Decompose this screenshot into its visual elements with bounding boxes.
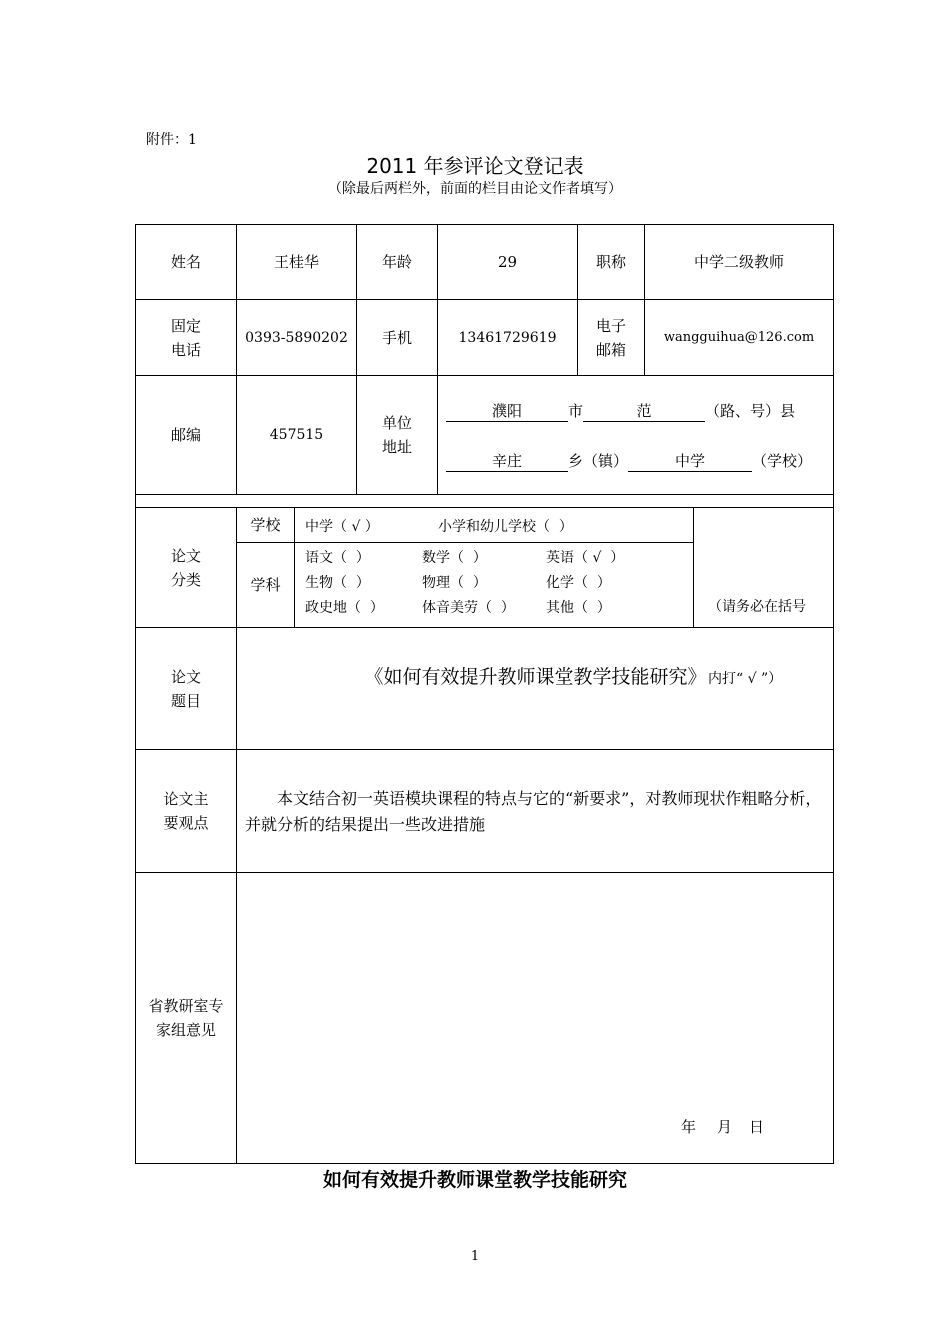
subject-label: 学科 <box>250 576 281 594</box>
name-label: 姓名 <box>170 253 201 271</box>
address-county-suffix: （路、号）县 <box>705 402 796 420</box>
landline-label-line2: 电话 <box>170 340 201 359</box>
table-divider <box>693 507 694 627</box>
table-divider <box>135 494 834 495</box>
table-divider <box>135 749 834 750</box>
opinion-label-line2: 家组意见 <box>155 1021 216 1039</box>
subject-option-arts-pe[interactable]: 体音美劳（ ） <box>422 600 515 616</box>
attachment-label: 附件：1 <box>146 132 197 148</box>
address-county: 范 <box>583 400 705 422</box>
unit-address-label-line1: 单位 <box>381 414 412 432</box>
topic-label-line2: 题目 <box>170 691 201 710</box>
subject-option-politics-history-geo[interactable]: 政史地（ ） <box>305 600 384 616</box>
job-title-label: 职称 <box>595 253 626 271</box>
subject-option-other[interactable]: 其他（ ） <box>546 600 611 616</box>
topic-label <box>136 628 236 749</box>
email-label-line2: 邮箱 <box>595 340 626 359</box>
address-school-suffix: （学校） <box>752 452 813 470</box>
table-border-right <box>833 224 834 1164</box>
address-line-2 <box>446 450 812 472</box>
address-city-suffix: 市 <box>568 402 584 420</box>
checkmark-note-line1: （请务必在括号 <box>708 599 806 615</box>
date-day: 日 <box>749 1118 765 1136</box>
opinion-label-line1: 省教研室专 <box>148 997 224 1015</box>
checkmark-note-line2: 内打“ √ ”） <box>708 671 783 687</box>
landline-label <box>136 300 236 375</box>
page-number: 1 <box>470 1249 480 1264</box>
school-option-primary[interactable]: 小学和幼儿学校（ ） <box>438 519 573 535</box>
checkmark-note <box>708 547 806 715</box>
document-heading: 如何有效提升教师课堂教学技能研究 <box>322 1169 627 1191</box>
school-type-label: 学校 <box>250 516 281 534</box>
subject-option-chemistry[interactable]: 化学（ ） <box>546 575 611 591</box>
category-label-line1: 论文 <box>170 546 201 565</box>
school-option-middle[interactable]: 中学（ √ ） <box>305 519 379 535</box>
opinion-label <box>136 873 236 1163</box>
table-border-bottom <box>135 1163 834 1164</box>
unit-address-label-line2: 地址 <box>381 438 412 456</box>
table-divider <box>135 872 834 873</box>
date-year: 年 <box>681 1118 697 1136</box>
zip-value: 457515 <box>269 427 324 443</box>
age-label: 年龄 <box>381 253 412 271</box>
subject-option-physics[interactable]: 物理（ ） <box>422 575 487 591</box>
subject-option-biology[interactable]: 生物（ ） <box>305 575 370 591</box>
mobile-value: 13461729619 <box>458 329 557 346</box>
viewpoint-label-line2: 要观点 <box>163 814 209 832</box>
zip-label: 邮编 <box>170 426 201 444</box>
unit-address-label <box>357 376 437 494</box>
email-label <box>578 300 644 375</box>
address-city: 濮阳 <box>446 400 568 422</box>
address-town: 辛庄 <box>446 450 568 472</box>
subject-option-math[interactable]: 数学（ ） <box>422 550 487 566</box>
form-title: 2011 年参评论文登记表 <box>366 154 584 178</box>
topic-label-line1: 论文 <box>170 667 201 686</box>
mobile-label: 手机 <box>381 328 412 347</box>
address-line-1 <box>446 400 795 422</box>
subject-option-english[interactable]: 英语（ √ ） <box>546 550 625 566</box>
age-value: 29 <box>497 253 518 271</box>
subject-option-chinese[interactable]: 语文（ ） <box>305 550 370 566</box>
address-school: 中学 <box>628 450 752 472</box>
email-label-line1: 电子 <box>595 316 626 335</box>
form-subtitle: （除最后两栏外，前面的栏目由论文作者填写） <box>328 181 622 197</box>
viewpoint-value: 本文结合初一英语模块课程的特点与它的“新要求”，对教师现状作粗略分析，并就分析的结果提出一些改进措施 <box>245 789 822 834</box>
address-town-suffix: 乡（镇） <box>568 452 629 470</box>
category-label-line2: 分类 <box>170 570 201 589</box>
landline-value: 0393-5890202 <box>245 329 348 346</box>
category-label <box>136 508 236 627</box>
date-month: 月 <box>717 1118 733 1136</box>
topic-value: 《如何有效提升教师课堂教学技能研究》 <box>364 666 707 688</box>
viewpoint-label-line1: 论文主 <box>163 790 209 808</box>
table-divider <box>294 507 295 627</box>
landline-label-line1: 固定 <box>170 316 201 335</box>
email-value: wangguihua@126.com <box>663 329 815 345</box>
table-divider <box>237 542 693 543</box>
job-title-value: 中学二级教师 <box>693 253 784 271</box>
viewpoint-label <box>136 750 236 872</box>
name-value: 王桂华 <box>273 253 319 271</box>
